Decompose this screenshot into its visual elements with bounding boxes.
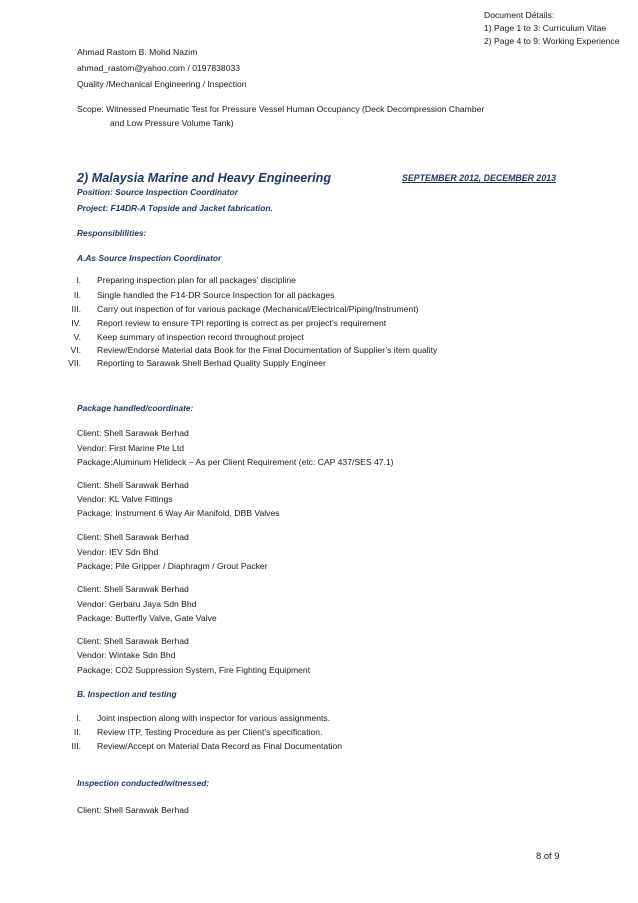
- section-a-heading: A.As Source Inspection Coordinator: [77, 253, 222, 263]
- list-item-number: III.: [71, 741, 81, 751]
- list-item-number: III.: [71, 304, 81, 314]
- package-vendor: Vendor: First Marine Pte Ltd: [77, 443, 184, 453]
- list-item-text: Report review to ensure TPI reporting is correct as per project’s requirement: [97, 318, 387, 328]
- contact-details: ahmad_rastom@yahoo.com / 0197838033: [77, 63, 241, 73]
- list-item-number: V.: [73, 332, 81, 342]
- page-number: 8 of 9: [536, 850, 560, 861]
- list-item-text: Review/Accept on Material Data Record as Final Documentation: [97, 741, 343, 751]
- packages-heading: Package handled/coordinate:: [77, 403, 194, 413]
- list-item-text: Single handled the F14-DR Source Inspection for all packages: [97, 290, 335, 300]
- scope-line-2: and Low Pressure Volume Tank): [110, 118, 234, 128]
- contact-role: Quality /Mechanical Engineering / Inspection: [77, 79, 247, 89]
- package-description: Package: Butterfly Valve, Gate Valve: [77, 613, 217, 623]
- employer-heading: 2) Malaysia Marine and Heavy Engineering: [77, 171, 332, 185]
- employer-dates: SEPTEMBER 2012, DECEMBER 2013: [402, 173, 557, 183]
- package-client: Client: Shell Sarawak Berhad: [77, 428, 189, 438]
- scope-line-1: Scope: Witnessed Pneumatic Test for Pressure Vessel Human Occupancy (Deck Decompression Chamber: [77, 104, 485, 114]
- package-description: Package: CO2 Suppression System, Fire Fighting Equipment: [77, 665, 311, 675]
- package-vendor: Vendor: Wintake Sdn Bhd: [77, 650, 176, 660]
- list-item-number: VII.: [68, 358, 81, 368]
- package-description: Package: Pile Gripper / Diaphragm / Grout Packer: [77, 561, 268, 571]
- responsibilities-heading: Responsiblilities:: [77, 228, 147, 238]
- document-details-line2: 2) Page 4 to 9: Working Experience: [484, 36, 620, 46]
- package-client: Client: Shell Sarawak Berhad: [77, 636, 189, 646]
- package-vendor: Vendor: IEV Sdn Bhd: [77, 547, 159, 557]
- position-line: Position: Source Inspection Coordinator: [77, 187, 238, 197]
- document-details-title: Document Détails:: [484, 10, 555, 20]
- list-item-text: Keep summary of inspection record throughout project: [97, 332, 304, 342]
- list-item-text: Review ITP, Testing Procedure as per Client’s specification.: [97, 727, 323, 737]
- list-item-number: I.: [76, 713, 81, 723]
- list-item-number: I.: [76, 275, 81, 285]
- list-item-number: VI.: [70, 345, 81, 355]
- contact-name: Ahmad Rastom B. Mohd Nazim: [77, 47, 198, 57]
- package-description: Package:Aluminum Helideck – As per Client Requirement (etc: CAP 437/SES 47.1): [77, 457, 394, 467]
- document-details: [484, 9, 620, 48]
- list-item-number: II.: [73, 727, 81, 737]
- package-description: Package: Instrument 6 Way Air Manifold, DBB Valves: [77, 508, 280, 518]
- project-line: Project: F14DR-A Topside and Jacket fabrication.: [77, 203, 273, 213]
- package-client: Client: Shell Sarawak Berhad: [77, 532, 189, 542]
- list-item-text: Reporting to Sarawak Shell Berhad Quality Supply Engineer: [97, 358, 326, 368]
- package-vendor: Vendor: KL Valve Fittings: [77, 494, 173, 504]
- list-item-number: IV.: [71, 318, 81, 328]
- inspection-heading: Inspection conducted/witnessed:: [77, 778, 210, 788]
- list-item-text: Carry out inspection of for various package (Mechanical/Electrical/Piping/Instrument): [97, 304, 419, 314]
- list-item-text: Joint inspection along with inspector for various assignments.: [97, 713, 331, 723]
- package-vendor: Vendor: Gerbaru Jaya Sdn Bhd: [77, 599, 197, 609]
- list-item-text: Review/Endorse Material data Book for the Final Documentation of Supplier’s item quality: [97, 345, 438, 355]
- inspection-client: Client: Shell Sarawak Berhad: [77, 805, 189, 815]
- section-b-heading: B. Inspection and testing: [77, 689, 177, 699]
- package-client: Client: Shell Sarawak Berhad: [77, 480, 189, 490]
- list-item-number: II.: [73, 290, 81, 300]
- list-item-text: Preparing inspection plan for all packages’ discipline: [97, 275, 296, 285]
- package-client: Client: Shell Sarawak Berhad: [77, 584, 189, 594]
- document-details-line1: 1) Page 1 to 3: Curriculum Vitae: [484, 23, 607, 33]
